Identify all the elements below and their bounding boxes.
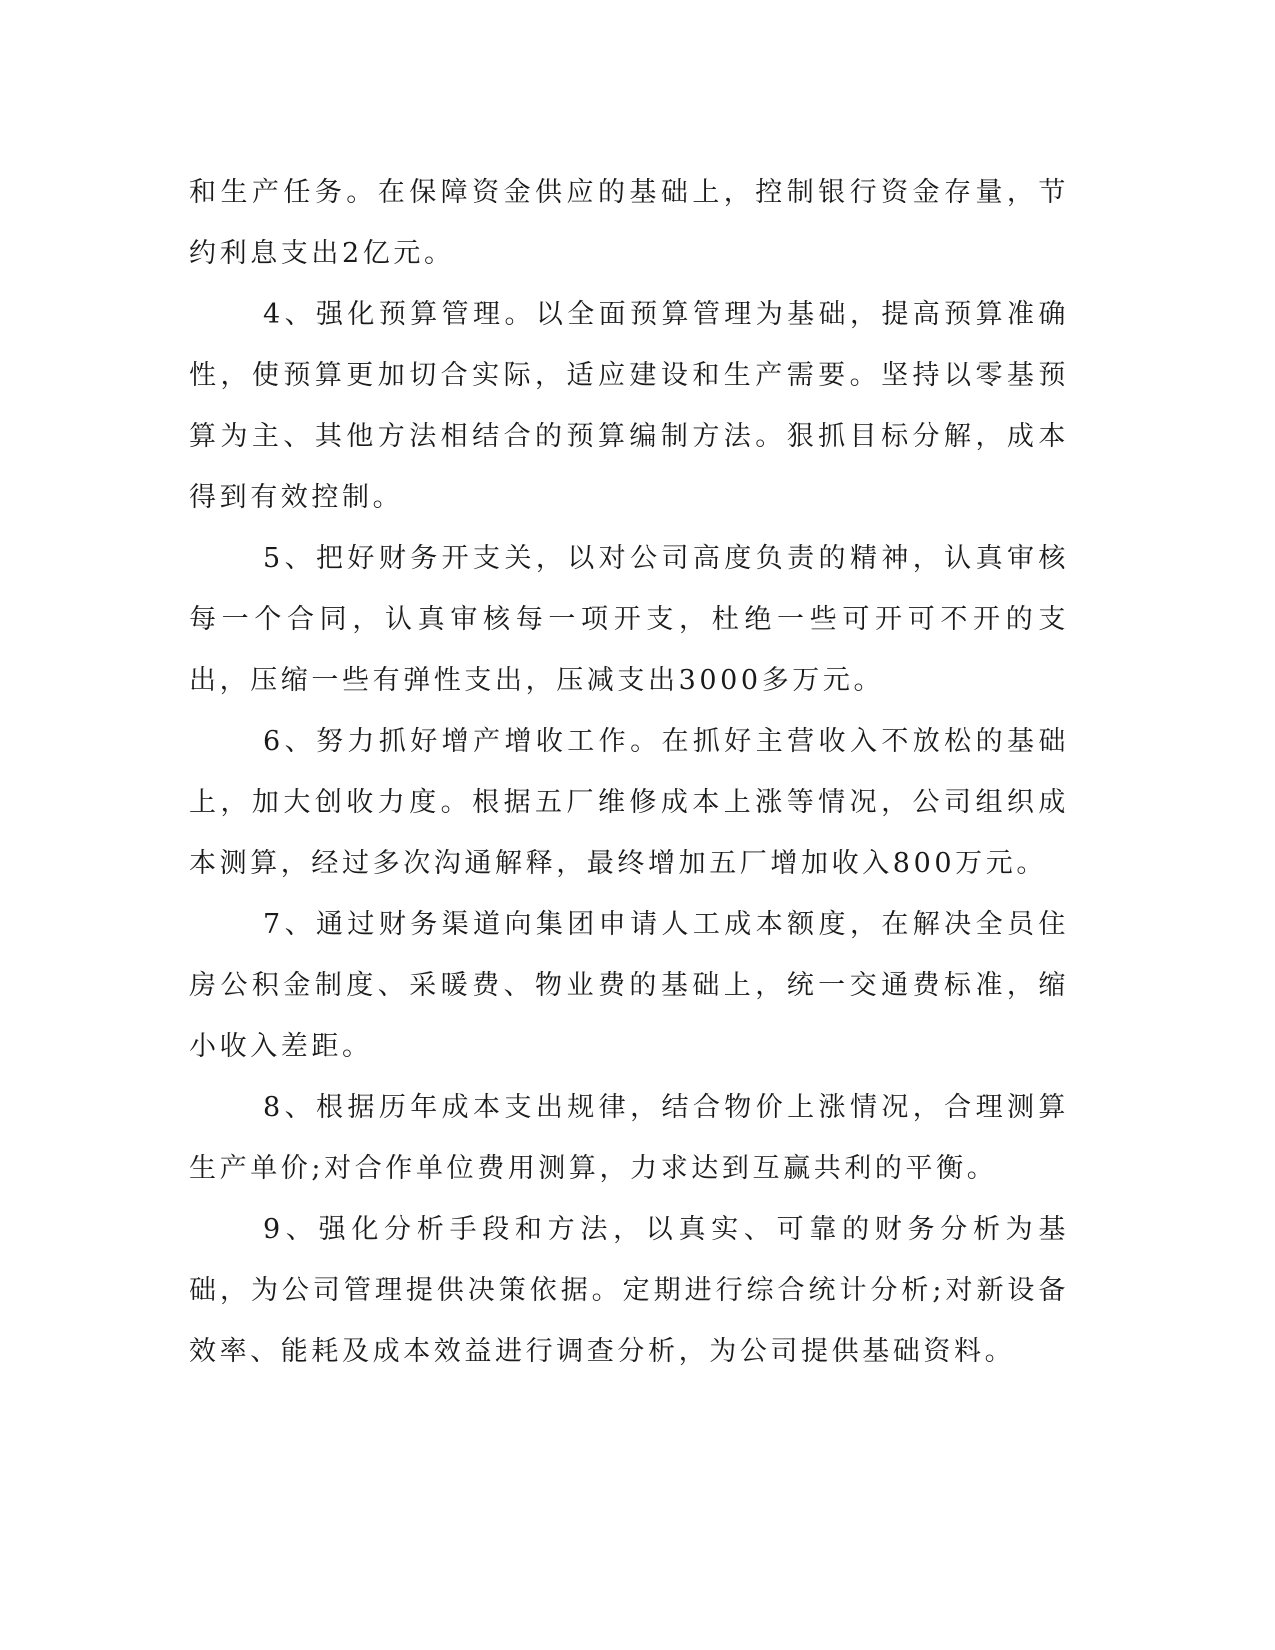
paragraph-continued: 和生产任务。在保障资金供应的基础上，控制银行资金存量，节约利息支出2亿元。 <box>189 177 1069 269</box>
paragraph-item-5: 5、把好财务开支关，以对公司高度负责的精神，认真审核每一个合同，认真审核每一项开支，杜绝一些可开可不开的支出，压缩一些有弹性支出，压减支出3000多万元。 <box>189 543 1069 696</box>
paragraph-item-6: 6、努力抓好增产增收工作。在抓好主营收入不放松的基础上，加大创收力度。根据五厂维修成本上涨等情况，公司组织成本测算，经过多次沟通解释，最终增加五厂增加收入800万元。 <box>189 726 1069 879</box>
paragraph-item-8: 8、根据历年成本支出规律，结合物价上涨情况，合理测算生产单价;对合作单位费用测算，力求达到互赢共利的平衡。 <box>189 1092 1069 1184</box>
document-body <box>189 162 1069 1382</box>
paragraph-item-7: 7、通过财务渠道向集团申请人工成本额度，在解决全员住房公积金制度、采暖费、物业费的基础上，统一交通费标准，缩小收入差距。 <box>189 909 1069 1062</box>
paragraph-item-4: 4、强化预算管理。以全面预算管理为基础，提高预算准确性，使预算更加切合实际，适应建设和生产需要。坚持以零基预算为主、其他方法相结合的预算编制方法。狠抓目标分解，成本得到有效控制。 <box>189 299 1069 513</box>
paragraph-item-9: 9、强化分析手段和方法，以真实、可靠的财务分析为基础，为公司管理提供决策依据。定期进行综合统计分析;对新设备效率、能耗及成本效益进行调查分析，为公司提供基础资料。 <box>189 1214 1069 1367</box>
